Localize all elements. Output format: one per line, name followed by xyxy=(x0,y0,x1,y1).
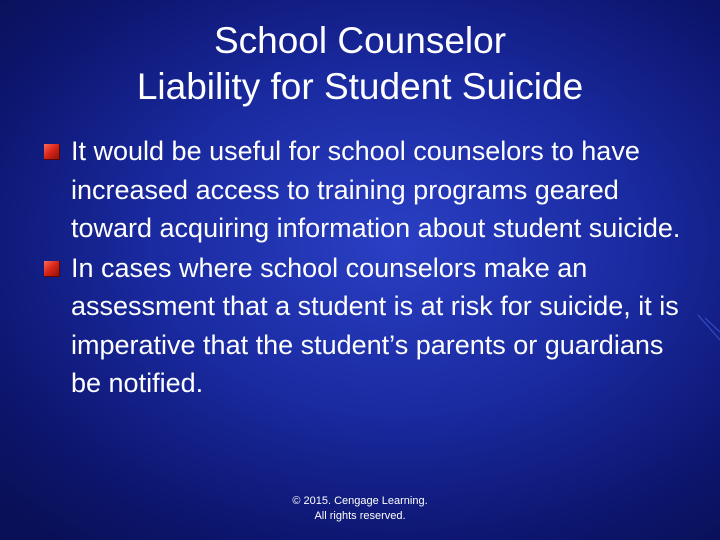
bullet-item xyxy=(44,249,694,403)
bullet-text: In cases where school counselors make an assessment that a student is at risk for suicide, it is imperative that the student’s parents or guardians be notified. xyxy=(71,252,679,398)
copyright-footer xyxy=(210,494,510,524)
bullet-list xyxy=(44,132,694,404)
red-square-bullet-icon xyxy=(44,144,60,160)
copyright-line-1: © 2015. Cengage Learning. xyxy=(292,495,428,507)
bullet-item xyxy=(44,132,694,248)
bullet-text: It would be useful for school counselors to have increased access to training programs geared toward acquiring information about student suicide. xyxy=(71,136,681,243)
slide-title-line-1: School Counselor xyxy=(213,20,507,61)
slide-title-line-2: Liability for Student Suicide xyxy=(136,66,584,107)
slide-title xyxy=(40,18,680,110)
red-square-bullet-icon xyxy=(44,261,60,277)
copyright-line-2: All rights reserved. xyxy=(314,510,406,522)
